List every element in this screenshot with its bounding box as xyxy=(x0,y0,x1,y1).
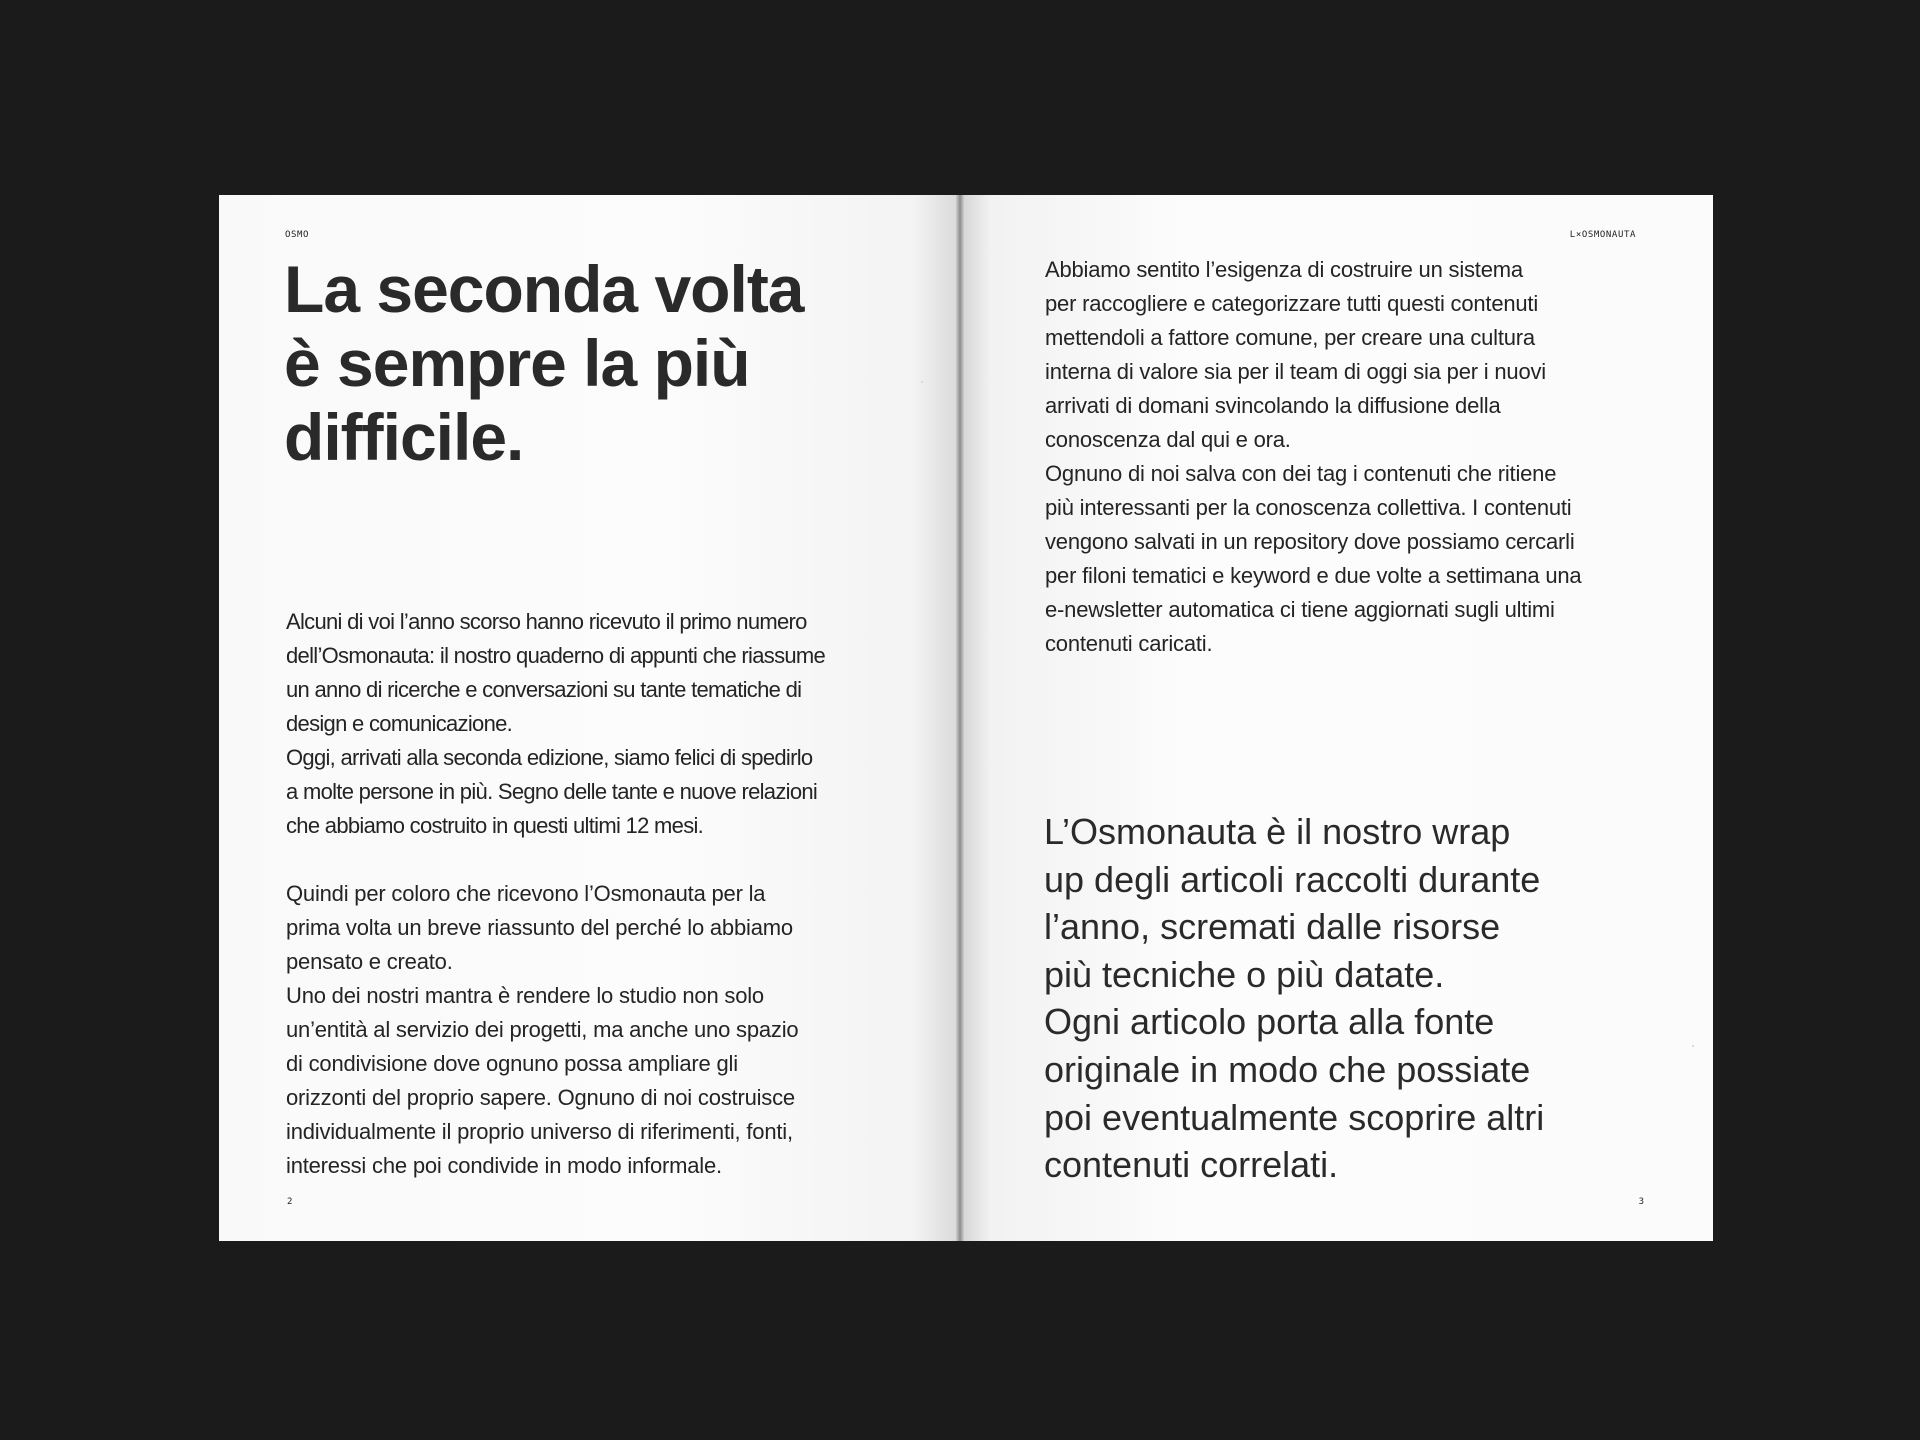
paper-speck xyxy=(921,381,923,383)
text-line: contenuti caricati. xyxy=(1045,631,1213,656)
quote-line: L’Osmonauta è il nostro wrap xyxy=(1044,811,1511,852)
spine-gutter xyxy=(956,195,964,1241)
text-line: e-newsletter automatica ci tiene aggiornati sugli ultimi xyxy=(1045,597,1555,622)
headline-line: La seconda volta xyxy=(284,252,804,326)
text-line: Ognuno di noi salva con dei tag i contenuti che ritiene xyxy=(1045,461,1557,486)
headline-line: difficile. xyxy=(284,400,524,474)
quote-line: up degli articoli raccolti durante xyxy=(1044,858,1541,900)
text-line: dell’Osmonauta: il nostro quaderno di appunti che riassume xyxy=(286,643,826,668)
right-page xyxy=(961,195,1713,1241)
quote-line: Ogni articolo porta alla fonte xyxy=(1044,1001,1495,1043)
magazine-spread xyxy=(219,195,1713,1241)
text-line: un anno di ricerche e conversazioni su tante tematiche di xyxy=(286,677,802,702)
text-line: Alcuni di voi l’anno scorso hanno ricevuto il primo numero xyxy=(286,609,807,634)
text-line: un’entità al servizio dei progetti, ma anche uno spazio xyxy=(286,1017,799,1042)
right-running-head: L×OSMONAUTA xyxy=(1569,230,1636,240)
text-line: orizzonti del proprio sapere. Ognuno di noi costruisce xyxy=(286,1085,795,1110)
left-page xyxy=(219,195,959,1241)
quote-line: originale in modo che possiate xyxy=(1044,1048,1531,1090)
text-line: Oggi, arrivati alla seconda edizione, siamo felici di spedirlo xyxy=(286,745,813,770)
text-line: Abbiamo sentito l’esigenza di costruire un sistema xyxy=(1045,257,1523,282)
pull-quote xyxy=(1044,808,1544,1189)
text-line: pensato e creato. xyxy=(286,949,453,974)
paper-speck xyxy=(1692,1045,1694,1047)
system-paragraph xyxy=(1045,253,1581,661)
text-line: individualmente il proprio universo di riferimenti, fonti, xyxy=(286,1119,793,1144)
quote-line: poi eventualmente scoprire altri xyxy=(1044,1096,1545,1138)
text-line: mettendoli a fattore comune, per creare una cultura xyxy=(1045,325,1535,350)
quote-line: più tecniche o più datate. xyxy=(1044,953,1445,995)
left-page-number: 2 xyxy=(287,1197,293,1207)
intro-paragraph xyxy=(286,605,825,843)
page-headline xyxy=(284,252,924,474)
text-line: di condivisione dove ognuno possa ampliare gli xyxy=(286,1051,738,1076)
text-line: più interessanti per la conoscenza collettiva. I contenuti xyxy=(1045,495,1572,520)
text-line: conoscenza dal qui e ora. xyxy=(1045,427,1291,452)
quote-line: l’anno, scremati dalle risorse xyxy=(1044,906,1501,948)
text-line: arrivati di domani svincolando la diffusione della xyxy=(1045,393,1501,418)
text-line: che abbiamo costruito in questi ultimi 12 mesi. xyxy=(286,813,704,838)
text-line: prima volta un breve riassunto del perché lo abbiamo xyxy=(286,915,793,940)
text-line: per raccogliere e categorizzare tutti questi contenuti xyxy=(1045,291,1539,316)
right-page-number: 3 xyxy=(1638,1197,1644,1207)
text-line: Quindi per coloro che ricevono l’Osmonauta per la xyxy=(286,881,766,906)
mantra-paragraph xyxy=(286,877,798,1183)
text-line: Uno dei nostri mantra è rendere lo studio non solo xyxy=(286,983,764,1008)
headline-line: è sempre la più xyxy=(284,326,750,400)
left-running-head: OSMO xyxy=(285,230,310,240)
text-line: vengono salvati in un repository dove possiamo cercarli xyxy=(1045,529,1575,554)
text-line: per filoni tematici e keyword e due volte a settimana una xyxy=(1045,563,1582,588)
quote-line: contenuti correlati. xyxy=(1044,1144,1339,1186)
text-line: a molte persone in più. Segno delle tante e nuove relazioni xyxy=(286,779,818,804)
text-line: design e comunicazione. xyxy=(286,711,513,736)
text-line: interna di valore sia per il team di oggi sia per i nuovi xyxy=(1045,359,1546,384)
text-line: interessi che poi condivide in modo informale. xyxy=(286,1153,722,1178)
